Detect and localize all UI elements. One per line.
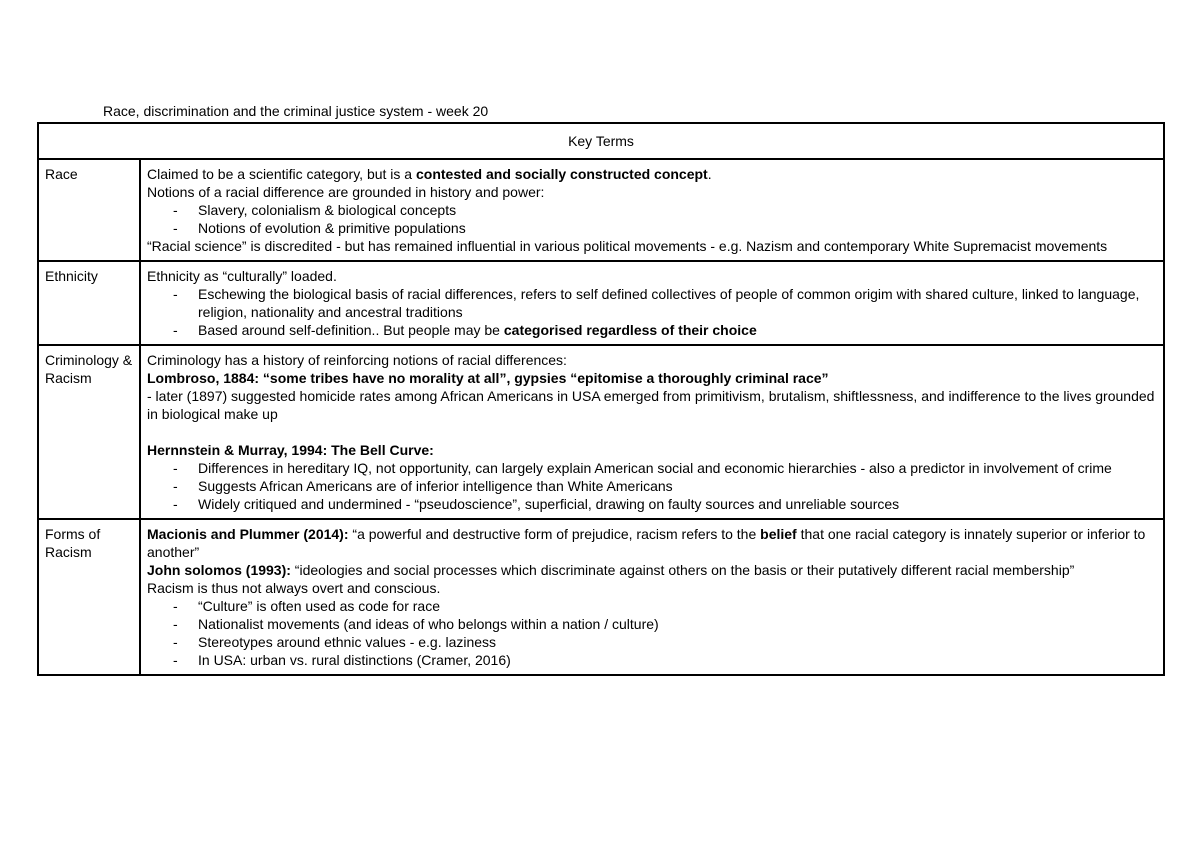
definition-ethnicity: [140, 261, 1164, 345]
forms-paragraph-3: Racism is thus not always overt and conscious.: [147, 580, 441, 596]
ethnicity-paragraph-1: Ethnicity as “culturally” loaded.: [147, 268, 337, 284]
race-bullet-list: [147, 201, 1157, 237]
definition-criminology-racism: [140, 345, 1164, 519]
table-row: [38, 519, 1164, 675]
table-row: [38, 261, 1164, 345]
term-criminology-racism: Criminology & Racism: [38, 345, 140, 519]
table-row: [38, 159, 1164, 261]
list-item: - Widely critiqued and undermined - “pseudoscience”, superficial, drawing on faulty sources and unreliable sources: [147, 495, 1157, 513]
list-item: - In USA: urban vs. rural distinctions (Cramer, 2016): [147, 651, 1157, 669]
table-row: [38, 345, 1164, 519]
term-forms-of-racism: Forms of Racism: [38, 519, 140, 675]
ethnicity-bullet-list: [147, 285, 1157, 339]
list-item: - Stereotypes around ethnic values - e.g. laziness: [147, 633, 1157, 651]
criminology-paragraph-1: Criminology has a history of reinforcing notions of racial differences:: [147, 352, 567, 368]
list-item: - Based around self-definition.. But people may be categorised regardless of their choice: [147, 321, 1157, 339]
list-item: - Nationalist movements (and ideas of who belongs within a nation / culture): [147, 615, 1157, 633]
list-item: - Eschewing the biological basis of racial differences, refers to self defined collectives of people of common origim with shared culture, linked to language, religion, nationality and ancestral traditions: [147, 285, 1157, 321]
criminology-bullet-list: [147, 459, 1157, 513]
race-paragraph-1: Claimed to be a scientific category, but is a contested and socially constructed concept.: [147, 166, 712, 182]
table-header-row: [38, 123, 1164, 159]
race-paragraph-3: “Racial science” is discredited - but has remained influential in various political movements - e.g. Nazism and contemporary White Supremacist movements: [147, 238, 1108, 254]
term-ethnicity: Ethnicity: [38, 261, 140, 345]
solomos-quote: John solomos (1993): “ideologies and social processes which discriminate against others on the basis or their putatively different racial membership”: [147, 562, 1075, 578]
definition-forms-of-racism: [140, 519, 1164, 675]
bell-curve-heading: Hernnstein & Murray, 1994: The Bell Curve:: [147, 442, 434, 458]
table-header: Key Terms: [38, 123, 1164, 159]
document-title: Race, discrimination and the criminal justice system - week 20: [103, 103, 489, 119]
definition-race: [140, 159, 1164, 261]
forms-bullet-list: [147, 597, 1157, 669]
list-item: - Suggests African Americans are of inferior intelligence than White Americans: [147, 477, 1157, 495]
term-race: Race: [38, 159, 140, 261]
key-terms-table: [37, 122, 1165, 676]
list-item: - Differences in hereditary IQ, not opportunity, can largely explain American social and economic hierarchies - also a predictor in involvement of crime: [147, 459, 1157, 477]
macionis-quote: Macionis and Plummer (2014): “a powerful and destructive form of prejudice, racism refers to the belief that one racial category is innately superior or inferior to another”: [147, 526, 1146, 560]
race-paragraph-2: Notions of a racial difference are grounded in history and power:: [147, 184, 545, 200]
list-item: - Slavery, colonialism & biological concepts: [147, 201, 1157, 219]
list-item: - “Culture” is often used as code for race: [147, 597, 1157, 615]
criminology-paragraph-3: - later (1897) suggested homicide rates among African Americans in USA emerged from primitivism, brutalism, shiftlessness, and indifference to the lives grounded in biological make up: [147, 388, 1155, 422]
list-item: - Notions of evolution & primitive populations: [147, 219, 1157, 237]
spacer: [147, 423, 1157, 441]
lombroso-quote: Lombroso, 1884: “some tribes have no morality at all”, gypsies “epitomise a thoroughly criminal race”: [147, 370, 829, 386]
